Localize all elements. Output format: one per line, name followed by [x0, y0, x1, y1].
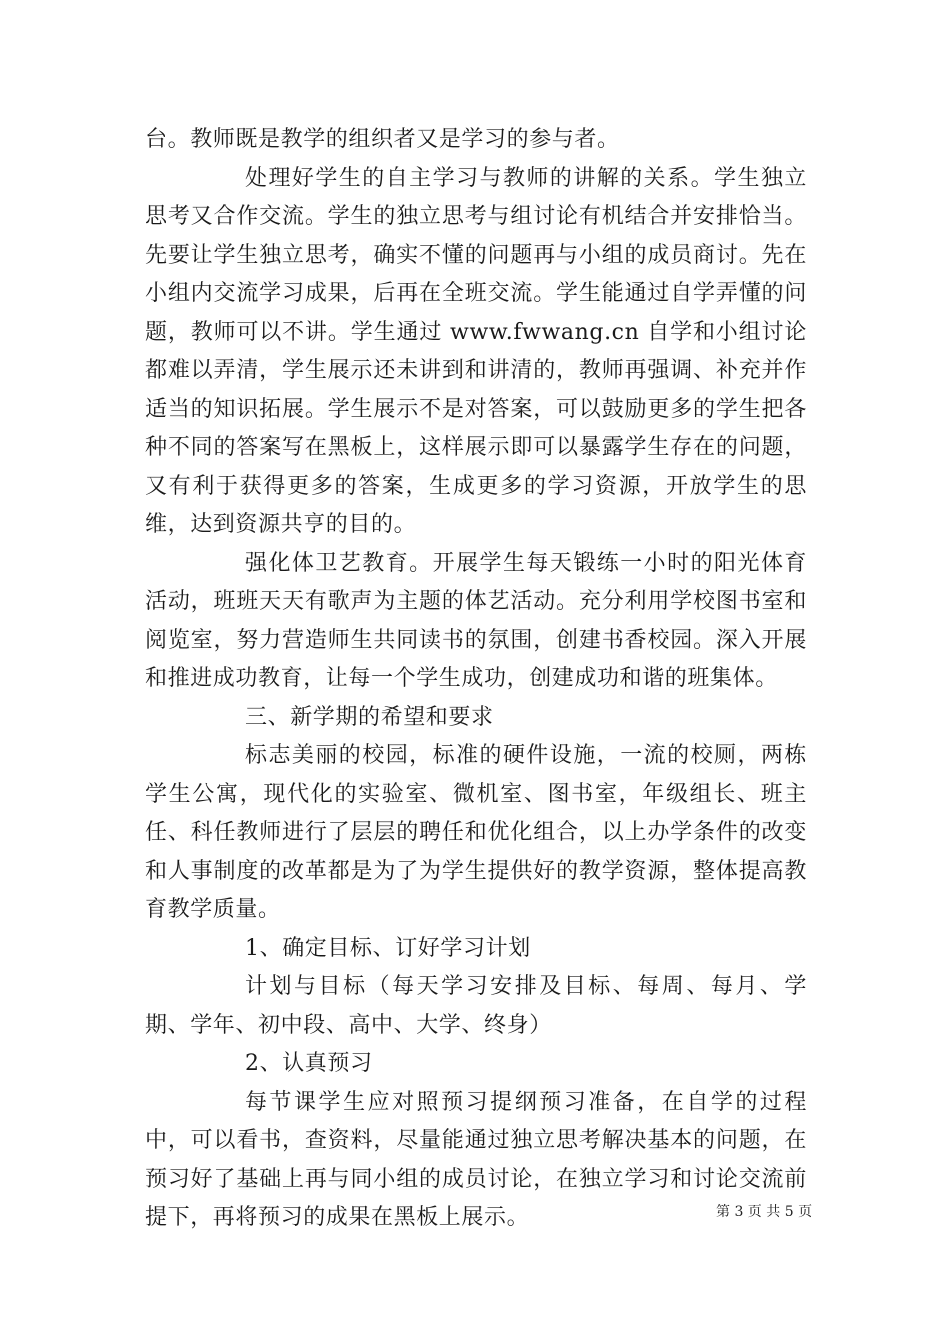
subheading-preview: 2、认真预习 — [245, 1051, 373, 1076]
paragraph-continuation: 台。教师既是教学的组织者又是学习的参与者。 — [145, 127, 620, 152]
paragraph-sports-arts-education: 强化体卫艺教育。开展学生每天锻练一小时的阳光体育活动，班班天天有歌声为主题的体艺活动。充分利用学校图书室和阅览室，努力营造师生共同读书的氛围，创建书香校园。深入开展和推进成功教育，让每一个学生成功，创建成功和谐的班集体。 — [145, 550, 807, 691]
paragraph-preview-details: 每节课学生应对照预习提纲预习准备，在自学的过程中，可以看书，查资料，尽量能通过独立思考解决基本的问题，在预习好了基础上再与同小组的成员讨论，在独立学习和讨论交流前提下，再将预习的成果在黑板上展示。 — [145, 1089, 807, 1230]
paragraph-student-teacher-relation: 处理好学生的自主学习与教师的讲解的关系。学生独立思考又合作交流。学生的独立思考与组讨论有机结合并安排恰当。先要让学生独立思考，确实不懂的问题再与小组的成员商讨。先在小组内交流学习成果，后再在全班交流。学生能通过自学弄懂的问题，教师可以不讲。学生通过 www.fwwang.cn 自学和小组讨论都难以弄清，学生展示还未讲到和讲清的，教师再强调、补充并作适当的知识拓展。学生展示不是对答案，可以鼓励更多的学生把各种不同的答案写在黑板上，这样展示即可以暴露学生存在的问题，又有利于获得更多的答案，生成更多的学习资源，开放学生的思维，达到资源共亨的目的。 — [145, 165, 807, 537]
paragraph-plans-goals: 计划与目标（每天学习安排及目标、每周、每月、学期、学年、初中段、高中、大学、终身） — [145, 974, 807, 1038]
document-body — [145, 121, 807, 1238]
paragraph-school-facilities: 标志美丽的校园，标准的硬件设施，一流的校厕，两栋学生公寓，现代化的实验室、微机室、图书室，年级组长、班主任、科任教师进行了层层的聘任和优化组合，以上办学条件的改变和人事制度的改革都是为了为学生提供好的教学资源，整体提高教育教学质量。 — [145, 743, 807, 922]
section-heading-expectations: 三、新学期的希望和要求 — [245, 704, 494, 730]
subheading-set-goals: 1、确定目标、订好学习计划 — [245, 935, 531, 961]
page-number-footer: 第 3 页 共 5 页 — [716, 1204, 813, 1220]
